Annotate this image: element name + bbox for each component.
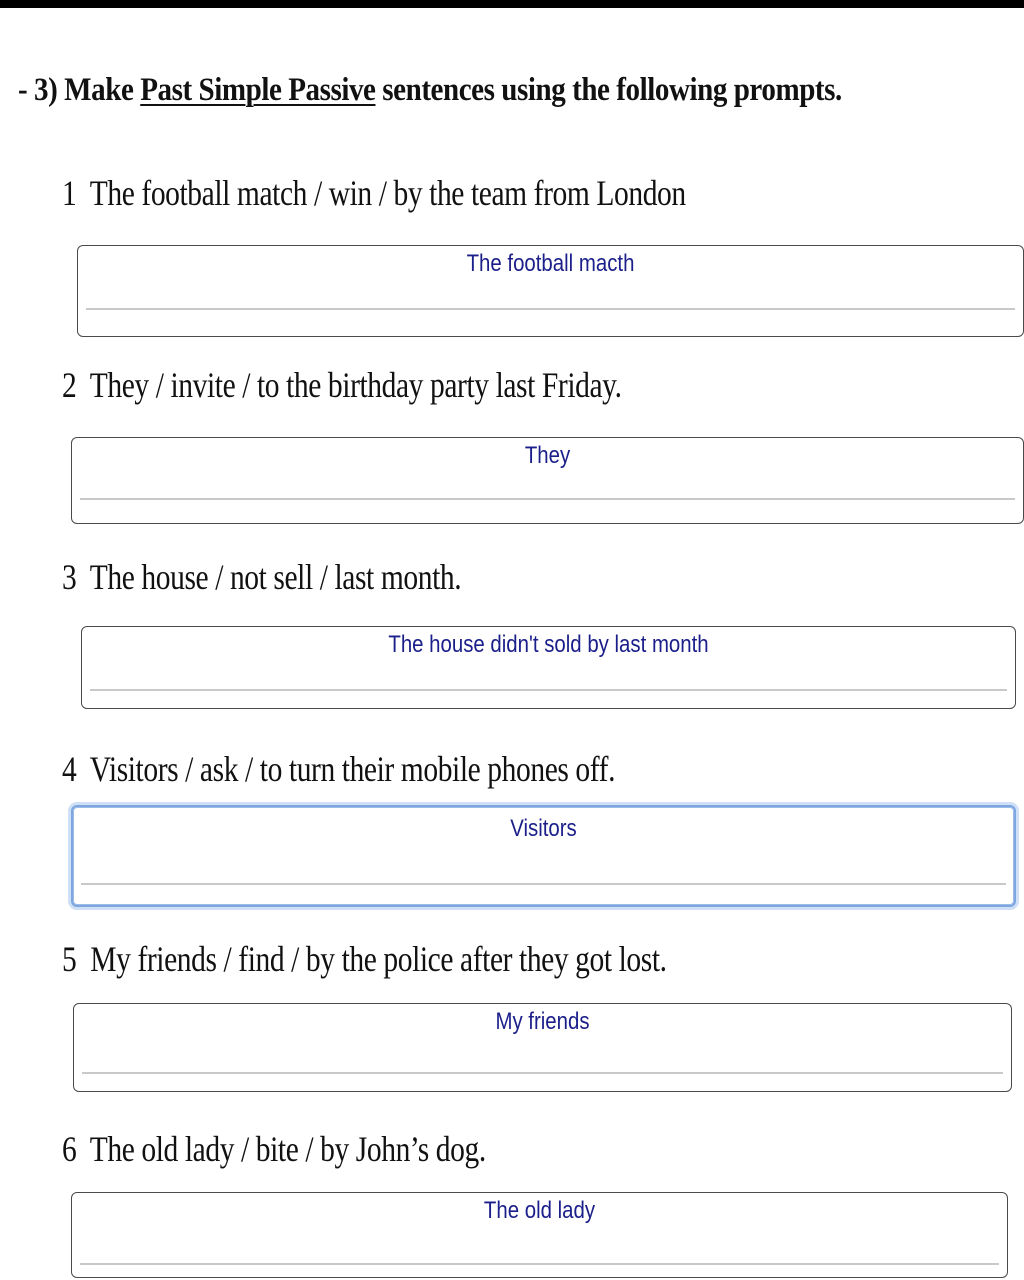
answer-line: [80, 1263, 999, 1265]
answer-text: The house didn't sold by last month: [388, 631, 709, 658]
answer-box-6[interactable]: [71, 1192, 1008, 1278]
answer-text: They: [524, 442, 571, 469]
heading-prefix: - 3) Make: [18, 72, 141, 108]
prompt-text: Visitors / ask / to turn their mobile phones off.: [89, 749, 616, 789]
prompt-number: 3: [62, 557, 77, 597]
answer-box-4[interactable]: [71, 805, 1016, 907]
answer-box-1[interactable]: [77, 245, 1024, 337]
prompt-2: [62, 364, 622, 406]
heading-suffix: sentences using the following prompts.: [375, 72, 842, 108]
answer-text: My friends: [495, 1008, 590, 1035]
heading-emphasis: Past Simple Passive: [140, 72, 376, 108]
prompt-text: The house / not sell / last month.: [89, 557, 462, 597]
prompt-6: [62, 1128, 486, 1170]
answer-line: [80, 498, 1015, 500]
answer-box-3[interactable]: [81, 626, 1016, 709]
answer-text: The football macth: [466, 250, 635, 277]
answer-line: [82, 1072, 1003, 1074]
prompt-number: 4: [62, 749, 77, 789]
answer-line: [81, 883, 1006, 885]
prompt-3: [62, 556, 461, 598]
answer-box-2[interactable]: [71, 437, 1024, 524]
prompt-number: 5: [62, 939, 77, 979]
top-bar: [0, 0, 1024, 8]
answer-line: [86, 308, 1015, 310]
prompt-text: My friends / find / by the police after they got lost.: [90, 939, 667, 979]
answer-text: The old lady: [483, 1197, 596, 1224]
prompt-number: 2: [62, 365, 77, 405]
prompt-5: [62, 938, 667, 980]
prompt-4: [62, 748, 615, 790]
prompt-number: 1: [62, 173, 77, 213]
answer-text: Visitors: [510, 815, 577, 842]
answer-line: [90, 689, 1007, 691]
prompt-number: 6: [62, 1129, 77, 1169]
answer-box-5[interactable]: [73, 1003, 1012, 1092]
prompt-text: The football match / win / by the team from London: [89, 173, 686, 213]
exercise-heading: [18, 72, 842, 109]
prompt-1: [62, 172, 686, 214]
prompt-text: The old lady / bite / by John’s dog.: [89, 1129, 486, 1169]
prompt-text: They / invite / to the birthday party last Friday.: [89, 365, 622, 405]
